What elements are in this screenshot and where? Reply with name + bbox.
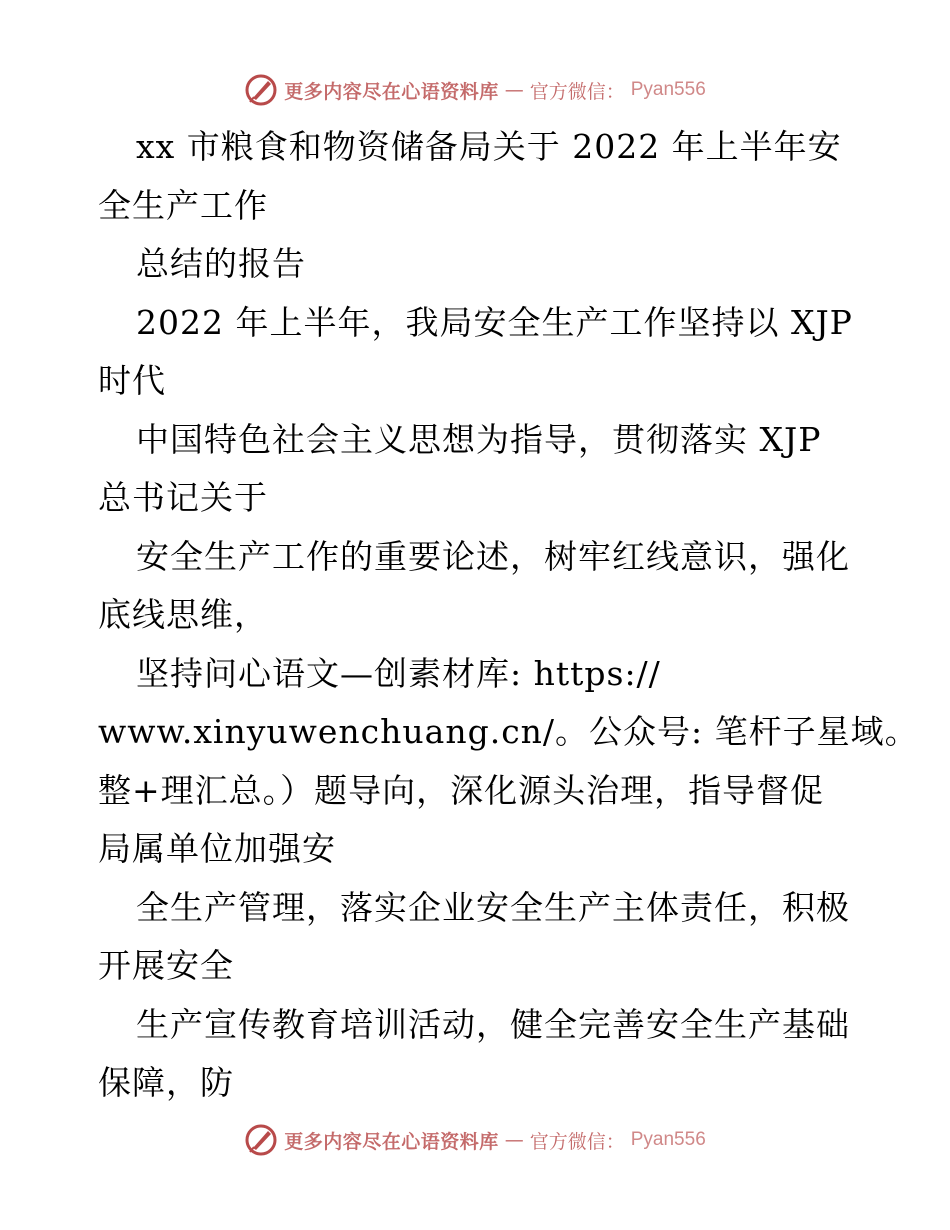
text-line: 时代: [98, 361, 166, 400]
quill-logo-icon: [244, 73, 278, 107]
text-line: xx 市粮食和物资储备局关于 2022 年上半年安: [136, 127, 842, 166]
text-line: www.xinyuwenchuang.cn/。公众号: 笔杆子星域。: [98, 712, 919, 751]
banner-wechat-id: Pyan556: [630, 1129, 706, 1150]
text-line: 中国特色社会主义思想为指导，贯彻落实 XJP: [136, 419, 822, 459]
banner-wechat-label: 官方微信：: [529, 1130, 625, 1153]
banner-title: 更多内容尽在心语资料库: [284, 1130, 499, 1153]
text-line: 坚持问心语文—创素材库: https://: [136, 653, 661, 693]
text-line: 开展安全: [98, 946, 234, 985]
banner-wechat-label: 官方微信：: [529, 80, 625, 103]
text-line: 2022 年上半年，我局安全生产工作坚持以 XJP: [136, 302, 853, 342]
banner-separator: —: [504, 79, 524, 101]
text-line: 全生产管理，落实企业安全生产主体责任，积极: [136, 887, 850, 927]
text-line: 保障，防: [98, 1063, 234, 1102]
text-line: 局属单位加强安: [98, 829, 336, 868]
text-line: 整+理汇总。）题导向，深化源头治理，指导督促: [98, 770, 825, 810]
quill-logo-icon: [244, 1123, 278, 1157]
text-line: 总书记关于: [98, 478, 268, 517]
text-line: 全生产工作: [98, 185, 268, 225]
header-banner: [0, 70, 950, 110]
banner-title: 更多内容尽在心语资料库: [284, 80, 499, 103]
banner-separator: —: [504, 1129, 524, 1151]
text-line: 总结的报告: [136, 244, 306, 283]
text-line: 底线思维，: [98, 595, 268, 634]
footer-banner: [0, 1120, 950, 1160]
text-line: 安全生产工作的重要论述，树牢红线意识，强化: [136, 536, 850, 576]
text-line: 生产宣传教育培训活动，健全完善安全生产基础: [136, 1004, 850, 1044]
banner-wechat-id: Pyan556: [630, 79, 706, 100]
document-body: [98, 118, 919, 1113]
